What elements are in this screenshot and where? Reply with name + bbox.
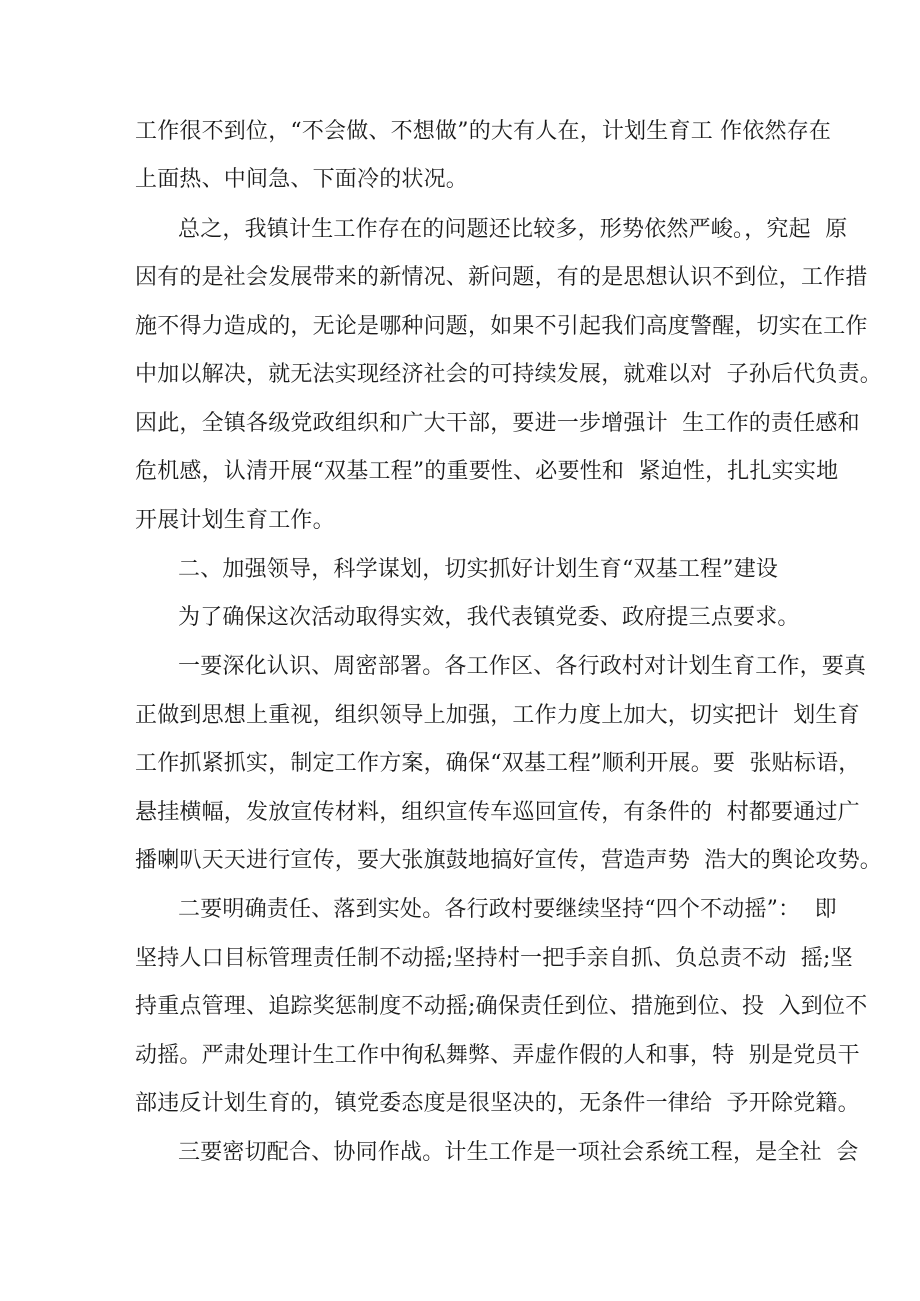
text-line: 动摇。严肃处理计生工作中徇私舞弊、弄虚作假的人和事，特 别是党员干 [135,1043,860,1068]
text-line: 三要密切配合、协同作战。计生工作是一项社会系统工程，是全社 会 [178,1140,859,1165]
text-line: 因有的是社会发展带来的新情况、新问题，有的是思想认识不到位，工作措 [135,265,868,290]
text-line: 播喇叭天天进行宣传，要大张旗鼓地搞好宣传，营造声势 浩大的舆论攻势。 [135,848,882,873]
text-line: 持重点管理、追踪奖惩制度不动摇;确保责任到位、措施到位、投 入到位不 [135,994,868,1019]
text-line: 二要明确责任、落到实处。各行政村要继续坚持“四个不动摇”： 即 [178,897,837,922]
text-line: 工作抓紧抓实，制定工作方案，确保“双基工程”顺利开展。要 张贴标语， [135,751,861,776]
text-line: 悬挂横幅，发放宣传材料，组织宣传车巡回宣传，有条件的 村都要通过广 [135,800,860,825]
text-line: 工作很不到位，“不会做、不想做”的大有人在，计划生育工 作依然存在 [135,119,832,144]
section-heading: 二、加强领导，科学谋划，切实抓好计划生育“双基工程”建设 [178,557,779,582]
text-line: 为了确保这次活动取得实效，我代表镇党委、政府提三点要求。 [178,605,800,630]
text-line: 开展计划生育工作。 [135,508,335,533]
text-line: 危机感，认清开展“双基工程”的重要性、必要性和 紧迫性，扎扎实实地 [135,459,839,484]
text-line: 部违反计划生育的，镇党委态度是很坚决的，无条件一律给 予开除党籍。 [135,1091,860,1116]
text-line: 施不得力造成的，无论是哪种问题，如果不引起我们高度警醒，切实在工作 [135,314,868,339]
text-line: 上面热、中间急、下面冷的状况。 [135,167,469,192]
text-line: 因此，全镇各级党政组织和广大干部，要进一步增强计 生工作的责任感和 [135,411,860,436]
text-line: 一要深化认识、周密部署。各工作区、各行政村对计划生育工作，要真 [178,654,867,679]
text-line: 总之，我镇计生工作存在的问题还比较多，形势依然严峻。，究起 原 [178,217,848,242]
text-line: 正做到思想上重视，组织领导上加强，工作力度上加大，切实把计 划生育 [135,703,860,728]
text-line: 坚持人口目标管理责任制不动摇;坚持村一把手亲自抓、负总责不动 摇;坚 [135,946,853,971]
text-line: 中加以解决，就无法实现经济社会的可持续发展，就难以对 子孙后代负责。 [135,362,882,387]
